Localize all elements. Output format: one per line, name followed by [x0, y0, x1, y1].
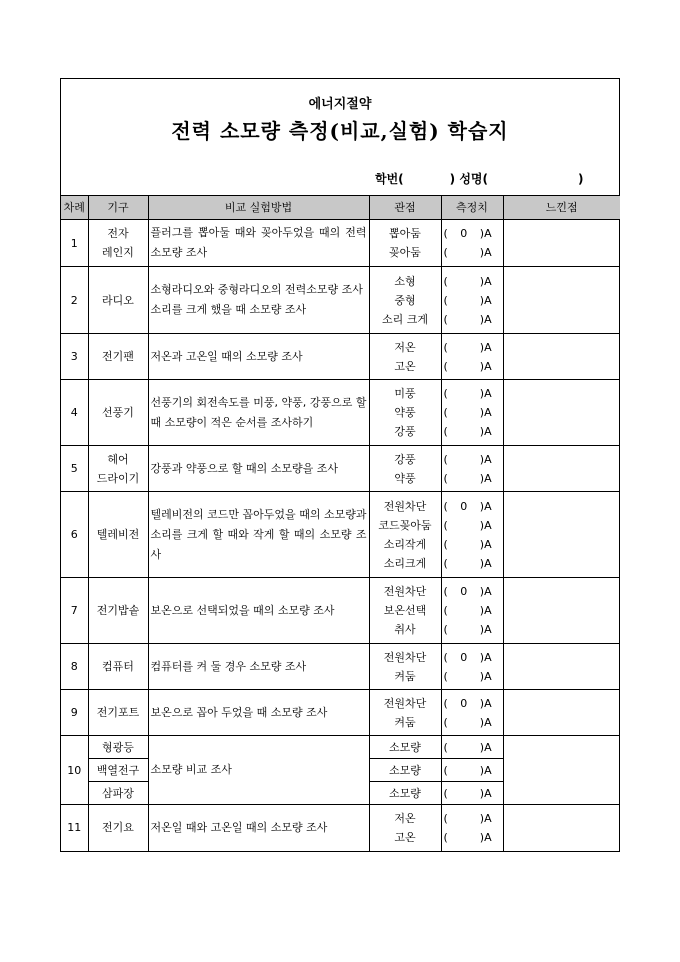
reading-cell: [441, 736, 503, 759]
column-header: 차례: [61, 196, 88, 220]
reading-value[interactable]: 0: [460, 585, 468, 598]
device-name: 전자: [107, 227, 129, 240]
table-row: [61, 380, 620, 446]
viewpoint: 소리작게: [383, 537, 427, 551]
reading: [442, 554, 503, 573]
device-cell: [88, 380, 148, 446]
device-name: 백열전구: [88, 759, 148, 782]
reading-cell: [441, 578, 503, 644]
impression-cell[interactable]: [503, 736, 620, 805]
reading-open: (: [443, 387, 448, 400]
method-cell: [148, 267, 369, 334]
viewpoint: 약풍: [394, 471, 416, 485]
table-row: [61, 644, 620, 690]
viewpoint-cell: [369, 220, 441, 267]
impression-cell[interactable]: [503, 220, 620, 267]
reading: [442, 357, 503, 376]
row-number: 7: [61, 578, 88, 644]
viewpoint: 소리 크게: [381, 312, 428, 326]
viewpoint: 뽑아둠: [389, 227, 421, 240]
reading: [442, 738, 503, 757]
impression-cell[interactable]: [503, 690, 620, 736]
row-number: 11: [61, 805, 88, 851]
reading-open: (: [443, 452, 448, 466]
method-cell: 선풍기의 회전속도를 미풍, 약풍, 강풍으로 할 때 소모량이 적은 순서를 조사하기: [148, 380, 369, 446]
column-header: 측정치: [441, 196, 503, 220]
reading-open: (: [443, 669, 448, 683]
reading-unit: )A: [479, 811, 492, 825]
viewpoint-cell: [369, 492, 441, 578]
reading-open: (: [443, 274, 448, 288]
reading: [442, 809, 503, 828]
student-info: [375, 170, 584, 187]
viewpoint: 전원차단: [383, 650, 427, 664]
viewpoint-cell: [369, 805, 441, 851]
viewpoint: 전원차단: [383, 499, 427, 513]
method-cell: 강풍과 약풍으로 할 때의 소모량을 조사: [148, 446, 369, 492]
reading-unit: )A: [479, 340, 492, 354]
reading-open: (: [443, 623, 448, 636]
reading-open: (: [443, 471, 448, 485]
reading-unit: )A: [479, 696, 492, 710]
device-name: 라디오: [102, 293, 134, 307]
device-name: 선풍기: [102, 406, 134, 419]
viewpoint: 소모량: [369, 736, 441, 759]
row-number: 10: [61, 736, 88, 805]
device-name: 텔레비전: [96, 528, 140, 541]
row-number: 4: [61, 380, 88, 446]
viewpoint: 소형: [394, 274, 416, 288]
reading-open: (: [443, 696, 448, 710]
reading-open: (: [443, 811, 448, 825]
method-line: 소리를 크게 했을 때 소모량 조사: [150, 303, 307, 316]
reading-unit: )A: [479, 246, 492, 259]
viewpoint: 고온: [394, 359, 416, 373]
reading-open: (: [443, 406, 448, 419]
reading-unit: )A: [479, 406, 492, 419]
reading-unit: )A: [479, 669, 492, 683]
reading-unit: )A: [479, 786, 492, 800]
reading-cell: [441, 267, 503, 334]
reading: [442, 310, 503, 329]
viewpoint: 약풍: [394, 406, 416, 419]
reading-open: (: [443, 585, 448, 598]
reading-unit: )A: [479, 830, 492, 844]
reading-unit: )A: [479, 387, 492, 400]
reading-value[interactable]: 0: [460, 696, 468, 710]
reading: [442, 469, 503, 488]
method-cell: 저온과 고온일 때의 소모량 조사: [148, 334, 369, 380]
reading: [442, 338, 503, 357]
reading-cell: [441, 220, 503, 267]
reading-unit: )A: [479, 312, 492, 326]
device-name: 전기팬: [102, 350, 134, 363]
reading: [442, 667, 503, 686]
reading-value[interactable]: 0: [460, 499, 468, 513]
device-name: 드라이기: [96, 471, 140, 485]
method-cell: 소모량 비교 조사: [148, 736, 369, 805]
student-id-label: 학번(: [375, 172, 404, 186]
reading-open: (: [443, 359, 448, 373]
reading: [442, 516, 503, 535]
reading-open: (: [443, 518, 448, 532]
reading-open: (: [443, 499, 448, 513]
table-row: [61, 492, 620, 578]
reading-open: (: [443, 650, 448, 664]
reading-cell: [441, 759, 503, 782]
device-name: 형광등: [88, 736, 148, 759]
reading: [442, 224, 503, 243]
reading: [442, 291, 503, 310]
reading-open: (: [443, 425, 448, 438]
viewpoint: 전원차단: [383, 585, 427, 598]
reading-unit: )A: [479, 518, 492, 532]
impression-cell[interactable]: [503, 380, 620, 446]
table-row: [61, 736, 620, 759]
device-name: 레인지: [102, 246, 134, 259]
impression-cell[interactable]: [503, 446, 620, 492]
reading: [442, 535, 503, 554]
device-cell: [88, 334, 148, 380]
method-line: 소형라디오와 중형라디오의 전력소모량 조사: [150, 283, 363, 296]
row-number: 3: [61, 334, 88, 380]
viewpoint-cell: [369, 380, 441, 446]
reading: [442, 828, 503, 847]
device-cell: [88, 220, 148, 267]
viewpoint: 소리크게: [383, 556, 427, 570]
method-cell: 저온일 때와 고온일 때의 소모량 조사: [148, 805, 369, 851]
reading-open: (: [443, 715, 448, 729]
method-cell: 컴퓨터를 켜 둘 경우 소모량 조사: [148, 644, 369, 690]
viewpoint: 강풍: [394, 425, 416, 438]
device-cell: [88, 578, 148, 644]
reading-unit: )A: [479, 537, 492, 551]
reading-unit: )A: [479, 227, 492, 240]
reading-unit: )A: [479, 471, 492, 485]
viewpoint: 취사: [394, 623, 416, 636]
table-row: [61, 805, 620, 851]
reading: [442, 694, 503, 713]
subtitle: 에너지절약: [308, 97, 372, 112]
reading-unit: )A: [479, 585, 492, 598]
reading: [442, 784, 503, 803]
reading-unit: )A: [479, 452, 492, 466]
reading-open: (: [443, 246, 448, 259]
row-number: 1: [61, 220, 88, 267]
reading-open: (: [443, 763, 448, 777]
reading-unit: )A: [479, 499, 492, 513]
device-cell: [88, 267, 148, 334]
viewpoint-cell: [369, 690, 441, 736]
reading-cell: [441, 644, 503, 690]
device-cell: [88, 446, 148, 492]
reading-open: (: [443, 556, 448, 570]
reading-unit: )A: [479, 293, 492, 307]
reading-cell: [441, 380, 503, 446]
reading-cell: [441, 690, 503, 736]
method-cell: 보온으로 선택되었을 때의 소모량 조사: [148, 578, 369, 644]
reading-cell: [441, 334, 503, 380]
device-name: 전기포트: [96, 706, 140, 719]
reading-value[interactable]: 0: [460, 227, 468, 240]
reading-unit: )A: [479, 359, 492, 373]
reading: [442, 450, 503, 469]
reading-open: (: [443, 604, 448, 617]
method-cell: 텔레비전의 코드만 꼽아두었을 때의 소모량과 소리를 크게 할 때와 작게 할 때의 소모량 조사: [148, 492, 369, 578]
reading-open: (: [443, 340, 448, 354]
device-name: 헤어: [107, 452, 129, 466]
measurement-table: [61, 196, 620, 851]
worksheet-header: [61, 79, 619, 196]
reading: [442, 272, 503, 291]
reading-unit: )A: [479, 623, 492, 636]
row-number: 9: [61, 690, 88, 736]
reading-unit: )A: [479, 556, 492, 570]
reading-open: (: [443, 786, 448, 800]
reading-unit: )A: [479, 425, 492, 438]
reading-open: (: [443, 227, 448, 240]
reading: [442, 713, 503, 732]
viewpoint: 강풍: [394, 452, 416, 466]
impression-cell[interactable]: [503, 644, 620, 690]
reading-open: (: [443, 830, 448, 844]
viewpoint: 코드꽂아둠: [378, 518, 432, 532]
method-cell: 플러그를 뽑아둘 때와 꽂아두었을 때의 전력소모량 조사: [148, 220, 369, 267]
impression-cell[interactable]: [503, 492, 620, 578]
row-number: 2: [61, 267, 88, 334]
viewpoint: 저온: [394, 811, 416, 825]
device-name: 전기밥솥: [96, 604, 140, 617]
impression-cell[interactable]: [503, 805, 620, 851]
reading-unit: )A: [479, 604, 492, 617]
table-header-row: [61, 196, 620, 220]
reading: [442, 422, 503, 441]
device-cell: 전기요: [88, 805, 148, 851]
table-row: [61, 220, 620, 267]
reading-unit: )A: [479, 274, 492, 288]
viewpoint-cell: [369, 446, 441, 492]
reading: [442, 601, 503, 620]
viewpoint-cell: [369, 267, 441, 334]
row-number: 5: [61, 446, 88, 492]
reading-open: (: [443, 312, 448, 326]
viewpoint: 전원차단: [383, 696, 427, 710]
student-id-close: ): [449, 172, 456, 186]
reading: [442, 497, 503, 516]
worksheet: [60, 78, 620, 852]
column-header: 비교 실험방법: [148, 196, 369, 220]
viewpoint: 소모량: [369, 759, 441, 782]
viewpoint-cell: [369, 578, 441, 644]
reading: [442, 761, 503, 780]
device-cell: [88, 492, 148, 578]
reading-open: (: [443, 537, 448, 551]
viewpoint-cell: [369, 644, 441, 690]
reading-open: (: [443, 293, 448, 307]
column-header: 느낀점: [503, 196, 620, 220]
impression-cell[interactable]: [503, 267, 620, 334]
reading: [442, 403, 503, 422]
table-row: [61, 578, 620, 644]
reading-value[interactable]: 0: [460, 650, 468, 664]
column-header: 기구: [88, 196, 148, 220]
reading-unit: )A: [479, 763, 492, 777]
method-cell: 보온으로 꼽아 두었을 때 소모량 조사: [148, 690, 369, 736]
reading-unit: )A: [479, 715, 492, 729]
viewpoint: 중형: [394, 293, 416, 307]
table-row: [61, 446, 620, 492]
device-name: 컴퓨터: [102, 660, 134, 673]
page-title: 전력 소모량 측정(비교,실험) 학습지: [171, 119, 509, 143]
reading: [442, 582, 503, 601]
viewpoint: 켜둠: [394, 715, 416, 729]
reading-cell: [441, 782, 503, 805]
reading-cell: [441, 446, 503, 492]
device-cell: [88, 644, 148, 690]
viewpoint: 저온: [394, 340, 416, 354]
table-row: [61, 690, 620, 736]
reading-unit: )A: [479, 650, 492, 664]
reading-open: (: [443, 740, 448, 754]
reading-cell: [441, 492, 503, 578]
column-header: 관점: [369, 196, 441, 220]
name-close: ): [578, 172, 584, 186]
viewpoint-cell: [369, 334, 441, 380]
device-cell: [88, 690, 148, 736]
row-number: 8: [61, 644, 88, 690]
table-row: [61, 334, 620, 380]
row-number: 6: [61, 492, 88, 578]
reading: [442, 384, 503, 403]
reading-cell: [441, 805, 503, 851]
reading: [442, 243, 503, 262]
viewpoint: 켜둠: [394, 669, 416, 683]
name-label: 성명(: [459, 172, 489, 186]
viewpoint: 소모량: [369, 782, 441, 805]
viewpoint: 꽂아둠: [389, 246, 421, 259]
viewpoint: 고온: [394, 830, 416, 844]
table-row: [61, 267, 620, 334]
reading-unit: )A: [479, 740, 492, 754]
viewpoint: 보온선택: [383, 604, 427, 617]
device-name: 삼파장: [88, 782, 148, 805]
impression-cell[interactable]: [503, 334, 620, 380]
impression-cell[interactable]: [503, 578, 620, 644]
reading: [442, 620, 503, 639]
viewpoint: 미풍: [394, 387, 416, 400]
reading: [442, 648, 503, 667]
